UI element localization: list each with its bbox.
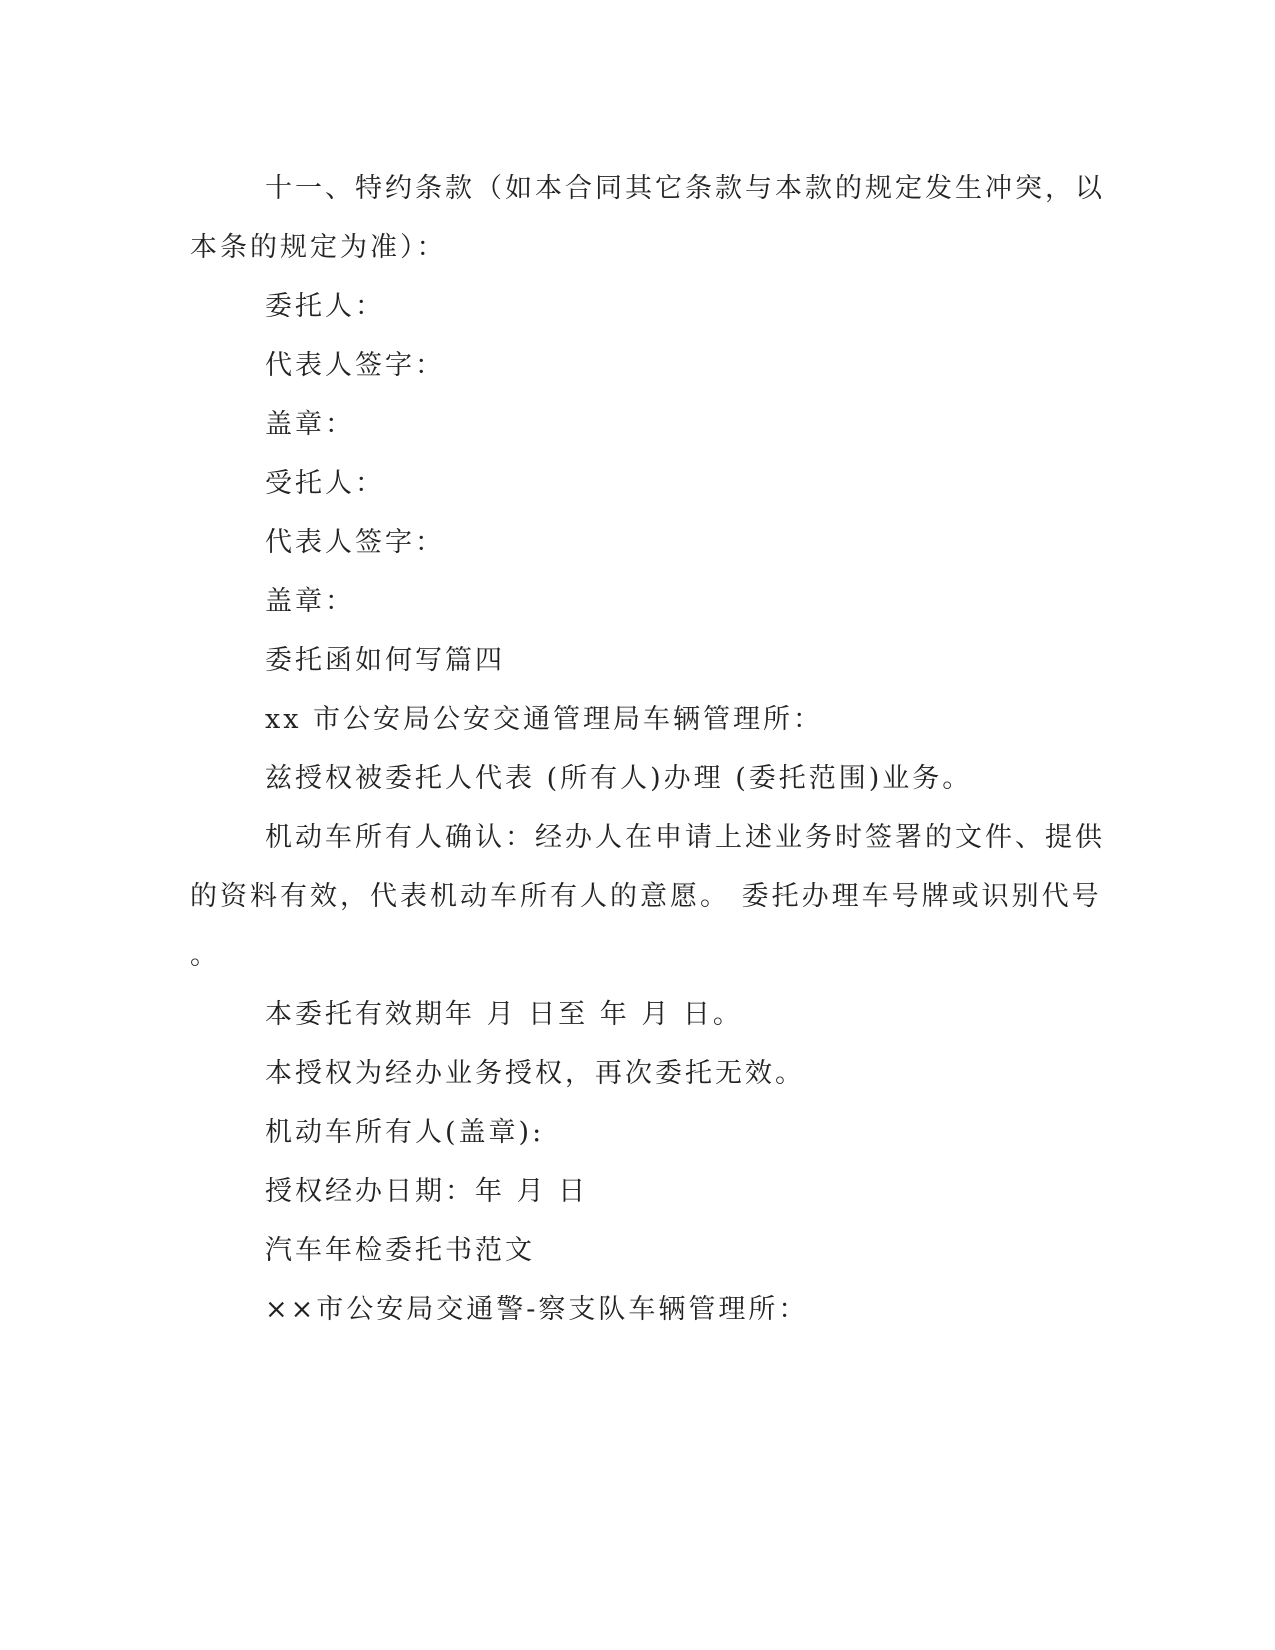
authorization-statement: 兹授权被委托人代表 (所有人)办理 (委托范围)业务。 [265, 763, 973, 794]
validity-period: 本委托有效期年 月 日至 年 月 日。 [265, 999, 743, 1030]
agent-representative-signature: 代表人签字： [265, 527, 445, 558]
owner-confirmation-line-2: 的资料有效，代表机动车所有人的意愿。 委托办理车号牌或识别代号 [190, 881, 1102, 912]
authorization-date: 授权经办日期：年 月 日 [265, 1176, 589, 1207]
principal-representative-signature: 代表人签字： [265, 350, 445, 381]
addressee-traffic-police: ××市公安局交通警-察支队车辆管理所： [265, 1294, 809, 1325]
owner-confirmation-line-1: 机动车所有人确认：经办人在申请上述业务时签署的文件、提供 [265, 822, 1105, 853]
principal-label: 委托人： [265, 291, 385, 322]
special-terms-line-2: 本条的规定为准）： [190, 232, 447, 263]
authorization-scope-note: 本授权为经办业务授权，再次委托无效。 [265, 1058, 805, 1089]
principal-seal: 盖章： [265, 409, 355, 440]
section-heading-part-four: 委托函如何写篇四 [265, 645, 505, 676]
agent-label: 受托人： [265, 468, 385, 499]
special-terms-line-1: 十一、特约条款（如本合同其它条款与本款的规定发生冲突，以 [265, 173, 1105, 204]
owner-seal: 机动车所有人(盖章): [265, 1117, 545, 1148]
section-heading-annual-inspection: 汽车年检委托书范文 [265, 1235, 535, 1266]
agent-seal: 盖章： [265, 586, 355, 617]
owner-confirmation-line-3: 。 [190, 940, 220, 971]
addressee-vehicle-office: xx 市公安局公安交通管理局车辆管理所： [265, 704, 824, 735]
